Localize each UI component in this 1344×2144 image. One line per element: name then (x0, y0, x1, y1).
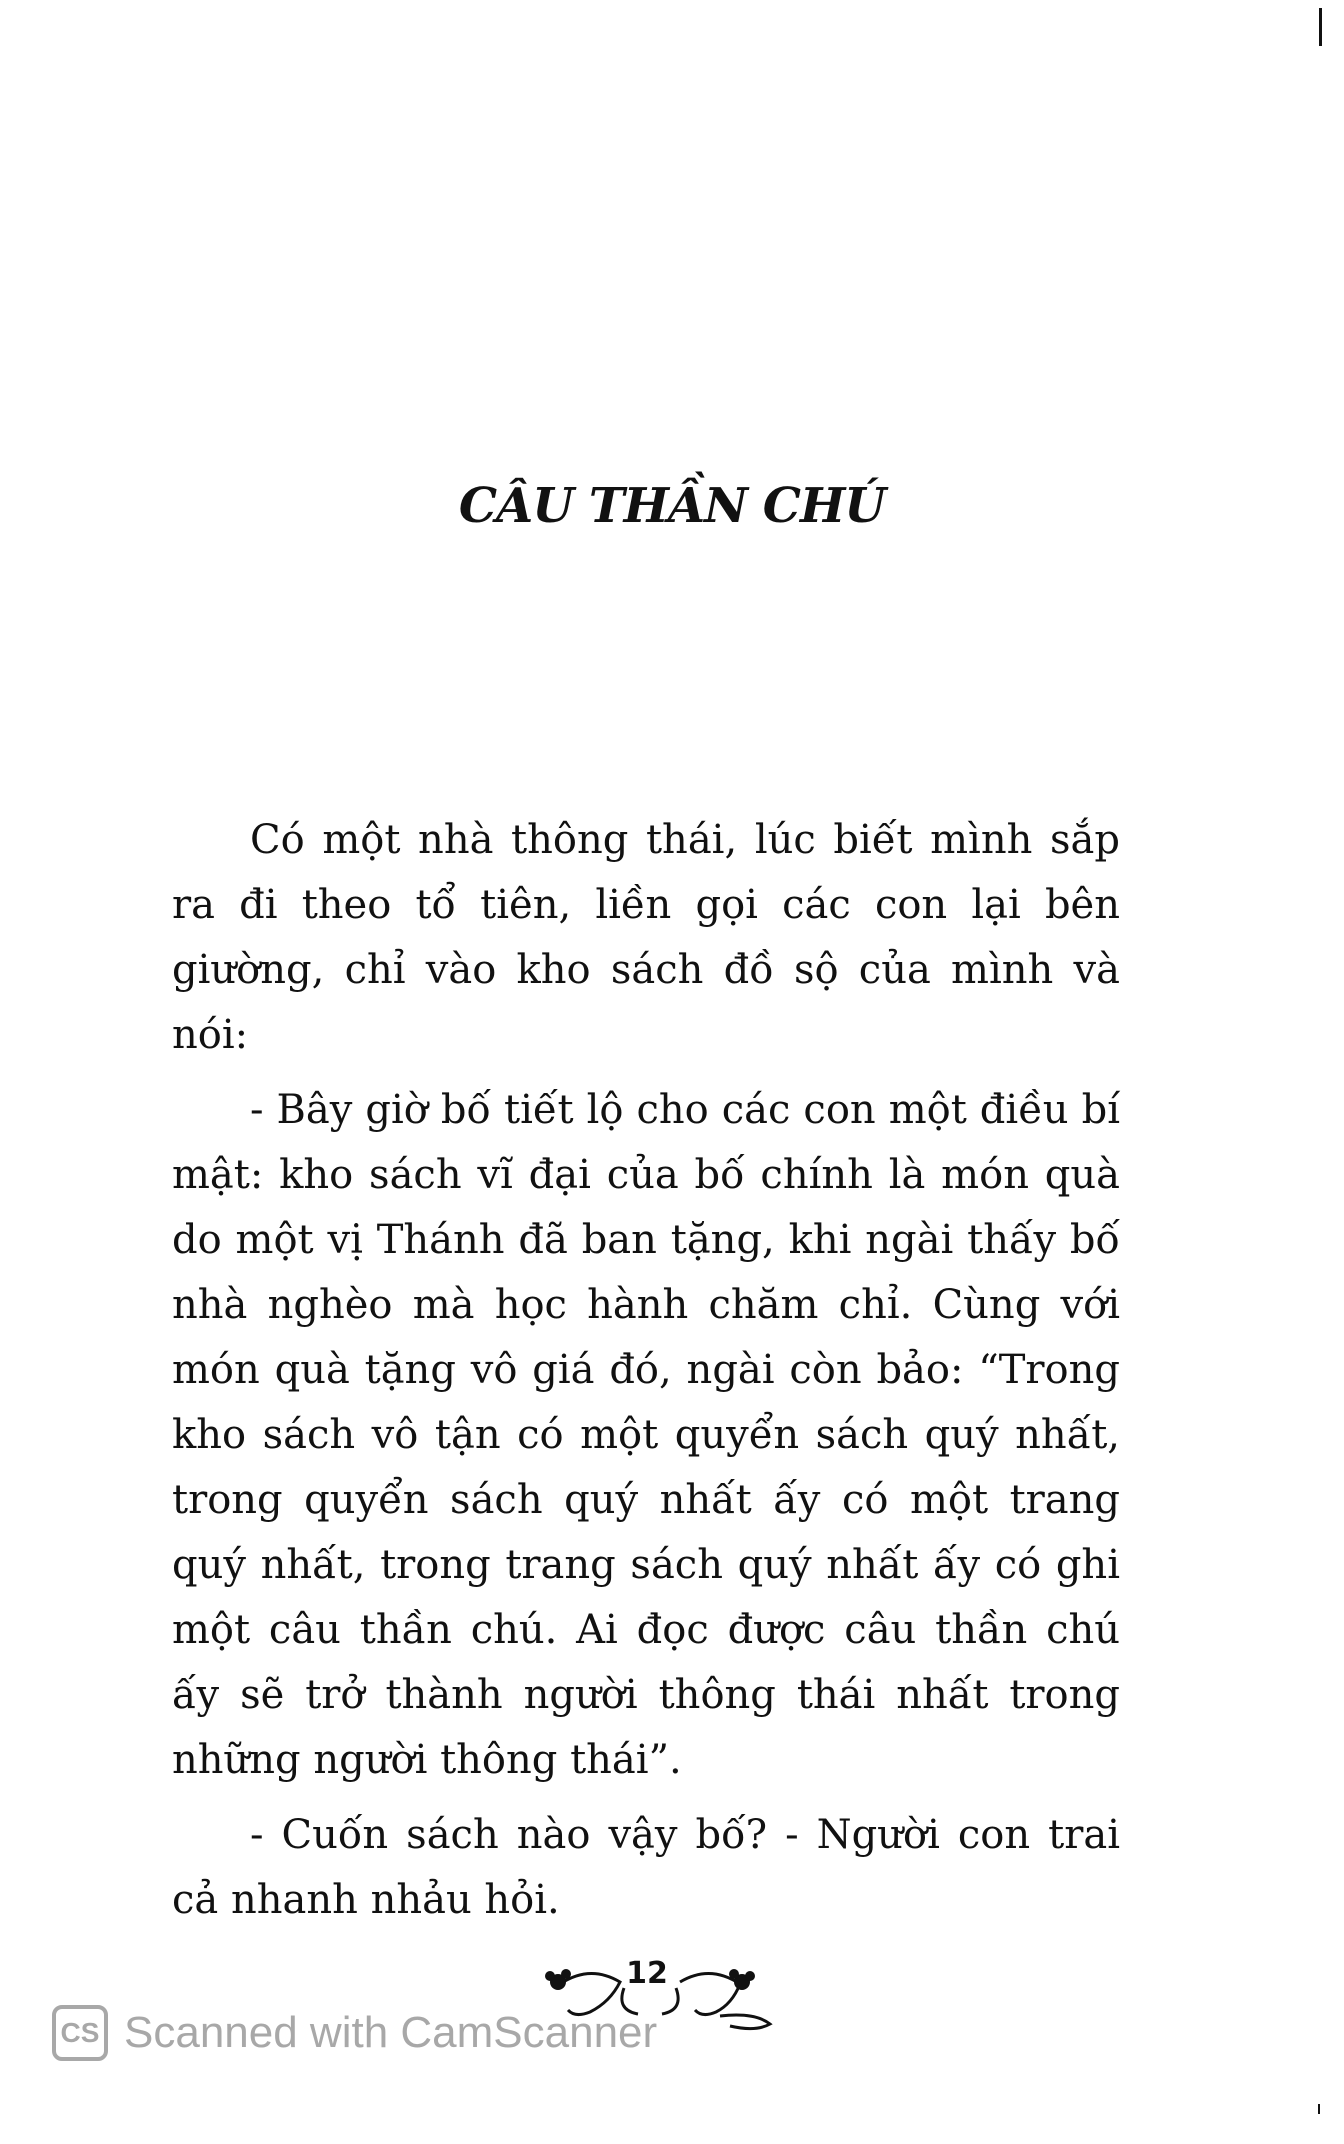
paragraph-2: - Bây giờ bố tiết lộ cho các con một điều bí mật: kho sách vĩ đại của bố chính là món quà do một vị Thánh đã ban tặng, khi ngài thấy bố nhà nghèo mà học hành chăm chỉ. Cùng với món quà tặng vô giá đó, ngài còn bảo: “Trong kho sách vô tận có một quyển sách quý nhất, trong quyển sách quý nhất ấy có một trang quý nhất, trong trang sách quý nhất ấy có ghi một câu thần chú. Ai đọc được câu thần chú ấy sẽ trở thành người thông thái nhất trong những người thông thái”. (172, 1087, 1120, 1783)
scanner-watermark (52, 2000, 657, 2066)
camscanner-logo-icon: CS (52, 2005, 108, 2061)
paragraph-1: Có một nhà thông thái, lúc biết mình sắp ra đi theo tổ tiên, liền gọi các con lại bên giường, chỉ vào kho sách đồ sộ của mình và nói: (172, 817, 1120, 1058)
body-text (172, 808, 1120, 1933)
scan-edge-mark-bottom (1318, 2104, 1320, 2114)
paragraph-3: - Cuốn sách nào vậy bố? - Người con trai cả nhanh nhảu hỏi. (172, 1812, 1120, 1923)
watermark-text: Scanned with CamScanner (124, 2008, 658, 2057)
chapter-title: CÂU THẦN CHÚ (458, 478, 886, 534)
page-number: 12 (626, 1956, 668, 1991)
scan-edge-mark-top (1319, 8, 1322, 46)
